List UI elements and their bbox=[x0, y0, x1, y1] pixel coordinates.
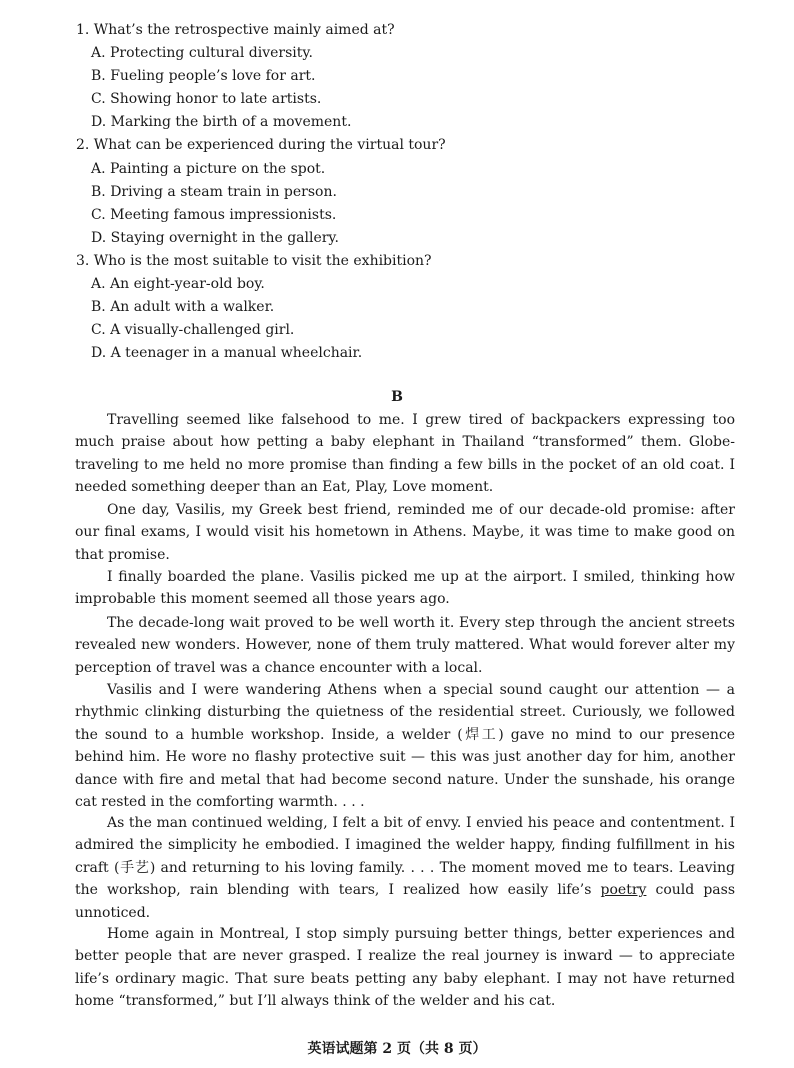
question-1-option-b: B. Fueling people’s love for art. bbox=[91, 68, 316, 84]
passage-paragraph-3: I finally boarded the plane. Vasilis picked me up at the airport. I smiled, thinking how improbable this moment seemed all those years ago. bbox=[75, 569, 735, 608]
question-3-option-b: B. An adult with a walker. bbox=[91, 299, 275, 315]
page-footer: 英语试题第 2 页（共 8 页） bbox=[307, 1041, 487, 1057]
question-1-option-d: D. Marking the birth of a movement. bbox=[91, 114, 352, 130]
question-3-option-a: A. An eight-year-old boy. bbox=[91, 276, 265, 292]
passage-paragraph-1: Travelling seemed like falsehood to me. I grew tired of backpackers expressing too much praise about how petting a baby elephant in Thailand “transformed” them. Globe-traveling to me held no more promise than finding a few bills in the pocket of an old coat. I needed something deeper than an Eat, Play, Love moment. bbox=[75, 412, 735, 496]
paragraph-6-ending: could pass unnoticed. bbox=[75, 882, 735, 921]
question-2-option-a: A. Painting a picture on the spot. bbox=[91, 161, 326, 177]
question-1-option-a: A. Protecting cultural diversity. bbox=[91, 45, 313, 61]
question-2-option-c: C. Meeting famous impressionists. bbox=[91, 207, 337, 223]
question-1-option-c: C. Showing honor to late artists. bbox=[91, 91, 322, 107]
question-3-option-c: C. A visually-challenged girl. bbox=[91, 322, 295, 338]
question-2-option-d: D. Staying overnight in the gallery. bbox=[91, 230, 339, 246]
question-3-stem: 3. Who is the most suitable to visit the exhibition? bbox=[76, 253, 432, 269]
underlined-word-poetry: poetry bbox=[600, 882, 647, 899]
question-1-stem: 1. What’s the retrospective mainly aimed at? bbox=[76, 22, 395, 38]
passage-paragraph-4: The decade-long wait proved to be well worth it. Every step through the ancient streets revealed new wonders. However, none of them truly mattered. What would forever alter my perception of travel was a chance encounter with a local. bbox=[75, 615, 735, 676]
paragraph-6-text: As the man continued welding, I felt a bit of envy. I envied his peace and contentment. I admired the simplicity he embodied. I imagined the welder happy, finding fulfillment in his craft (手艺) and returning to his loving family. . . . The moment moved me to tears. Leaving the workshop, rain blending with tears, I realized how easily life’s bbox=[75, 815, 735, 899]
question-3-option-d: D. A teenager in a manual wheelchair. bbox=[91, 345, 363, 361]
passage-paragraph-2: One day, Vasilis, my Greek best friend, reminded me of our decade-old promise: after our final exams, I would visit his hometown in Athens. Maybe, it was time to make good on that promise. bbox=[75, 502, 735, 563]
passage-paragraph-7: Home again in Montreal, I stop simply pursuing better things, better experiences and better people that are never grasped. I realize the real journey is inward — to appreciate life’s ordinary magic. That sure beats petting any baby elephant. I may not have returned home “transformed,” but I’ll always think of the welder and his cat. bbox=[75, 926, 735, 1010]
passage-paragraph-5: Vasilis and I were wandering Athens when a special sound caught our attention — a rhythmic clinking disturbing the quietness of the residential street. Curiously, we followed the sound to a humble workshop. Inside, a welder (焊工) gave no mind to our presence behind him. He wore no flashy protective suit — this was just another day for him, another dance with fire and metal that had become second nature. Under the sunshade, his orange cat rested in the comforting warmth. . . . bbox=[75, 682, 735, 811]
question-2-option-b: B. Driving a steam train in person. bbox=[91, 184, 337, 200]
question-2-stem: 2. What can be experienced during the virtual tour? bbox=[76, 137, 446, 153]
passage-paragraph-6 bbox=[75, 812, 735, 924]
section-b-title: B bbox=[391, 389, 403, 405]
